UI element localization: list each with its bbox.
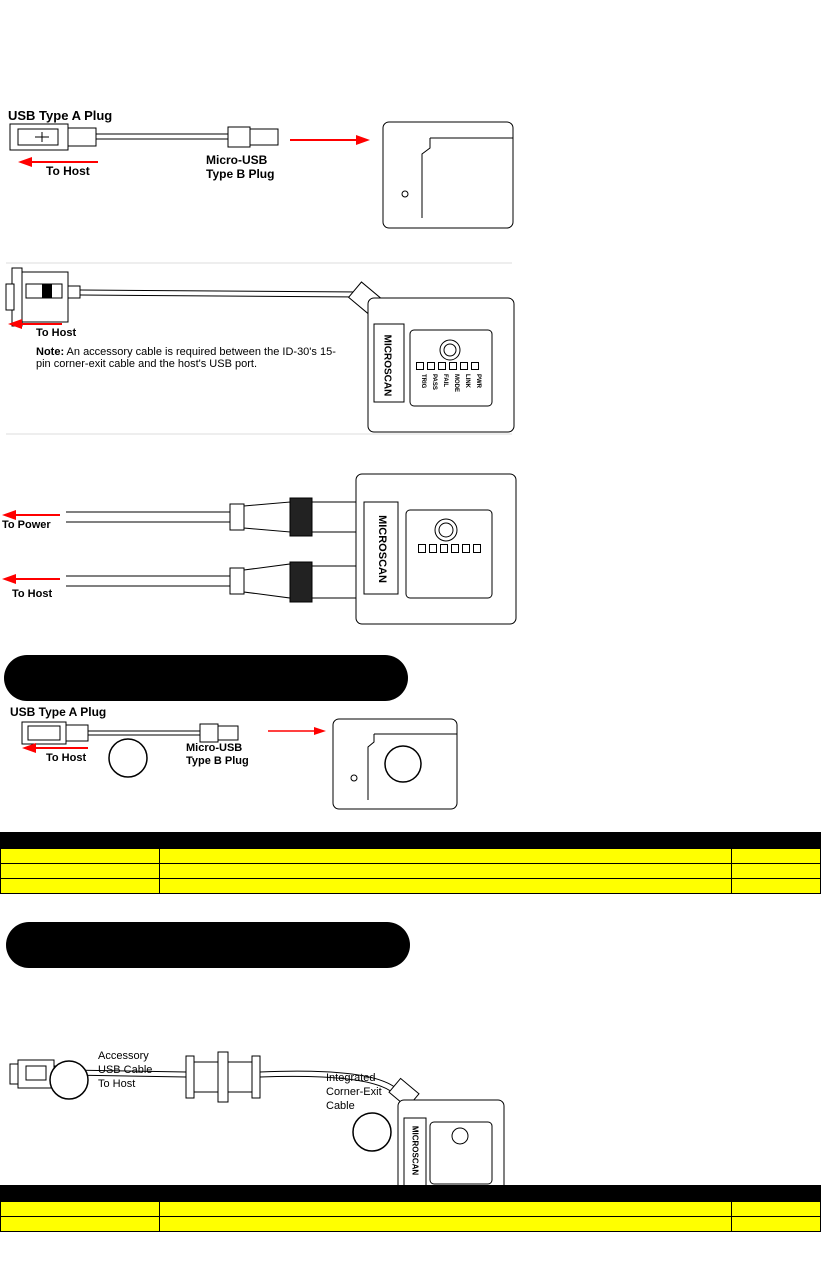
table-header-cell (732, 833, 821, 849)
corner-exit-kit-table (0, 1185, 821, 1232)
micro-usb-label-2: Type B Plug (206, 167, 275, 181)
table-header-row (1, 833, 821, 849)
microscan-logo: MICROSCAN (381, 334, 393, 397)
table-cell (1, 849, 160, 864)
table-cell (1, 1202, 160, 1217)
led-indicator (418, 544, 426, 553)
table-row (1, 849, 821, 864)
integrated-cable-label-2: Corner-Exit (326, 1086, 382, 1098)
to-host-label: To Host (46, 752, 87, 764)
led-indicator (440, 544, 448, 553)
led-labels: TRIG PASS FAIL MODE LINK PWR (420, 374, 481, 392)
micro-usb-label-2: Type B Plug (186, 755, 249, 767)
usb-kit-table (0, 832, 821, 894)
table-row (1, 1202, 821, 1217)
usb-type-a-label: USB Type A Plug (8, 108, 113, 123)
table-header-cell (159, 1186, 731, 1202)
accessory-cable-label-3: To Host (98, 1078, 136, 1090)
to-host-label: To Host (12, 588, 53, 600)
led-indicator (471, 362, 479, 370)
table-header-cell (1, 833, 160, 849)
table-cell (1, 879, 160, 894)
usb-cable-drawing (0, 118, 520, 258)
led-indicator (449, 362, 457, 370)
table-row (1, 1217, 821, 1232)
table-header-cell (1, 1186, 160, 1202)
table-header-row (1, 1186, 821, 1202)
led-indicator (460, 362, 468, 370)
to-host-label: To Host (46, 164, 90, 178)
table-cell (159, 1202, 731, 1217)
note-bold: Note: (36, 346, 65, 358)
led-row (416, 362, 482, 370)
section-banner-usb (4, 655, 408, 701)
table-cell (732, 864, 821, 879)
note-text: An accessory cable is required between the ID-30's 15-pin corner-exit cable and the host's USB port. (36, 346, 336, 370)
corner-exit-drawing (0, 1022, 520, 1162)
led-row (418, 544, 488, 554)
led-indicator (429, 544, 437, 553)
table-cell (732, 849, 821, 864)
usb-type-a-label: USB Type A Plug (10, 705, 107, 719)
table-cell (732, 1217, 821, 1232)
led-indicator (416, 362, 424, 370)
table-header-cell (159, 833, 731, 849)
integrated-cable-label-1: Integrated (326, 1072, 376, 1084)
table-cell (732, 879, 821, 894)
accessory-note (36, 346, 336, 370)
table-row (1, 864, 821, 879)
table-cell (159, 1217, 731, 1232)
section-banner-corner-exit (6, 922, 410, 968)
table-cell (159, 849, 731, 864)
led-indicator (451, 544, 459, 553)
micro-usb-label-1: Micro-USB (206, 153, 268, 167)
accessory-cable-label-2: USB Cable (98, 1064, 153, 1076)
table-cell (732, 1202, 821, 1217)
table-cell (1, 864, 160, 879)
table-cell (1, 1217, 160, 1232)
table-cell (159, 879, 731, 894)
led-indicator (462, 544, 470, 553)
integrated-cable-label-3: Cable (326, 1100, 355, 1112)
led-indicator (427, 362, 435, 370)
led-panel (416, 362, 482, 402)
table-cell (159, 864, 731, 879)
micro-usb-label-1: Micro-USB (186, 742, 243, 754)
table-row (1, 879, 821, 894)
to-power-label: To Power (2, 519, 51, 531)
accessory-cable-label-1: Accessory (98, 1050, 149, 1062)
led-indicator (473, 544, 481, 553)
microscan-logo: MICROSCAN (410, 1125, 420, 1176)
to-host-label: To Host (36, 327, 77, 339)
microscan-logo: MICROSCAN (376, 515, 388, 583)
table-header-cell (732, 1186, 821, 1202)
led-indicator (438, 362, 446, 370)
